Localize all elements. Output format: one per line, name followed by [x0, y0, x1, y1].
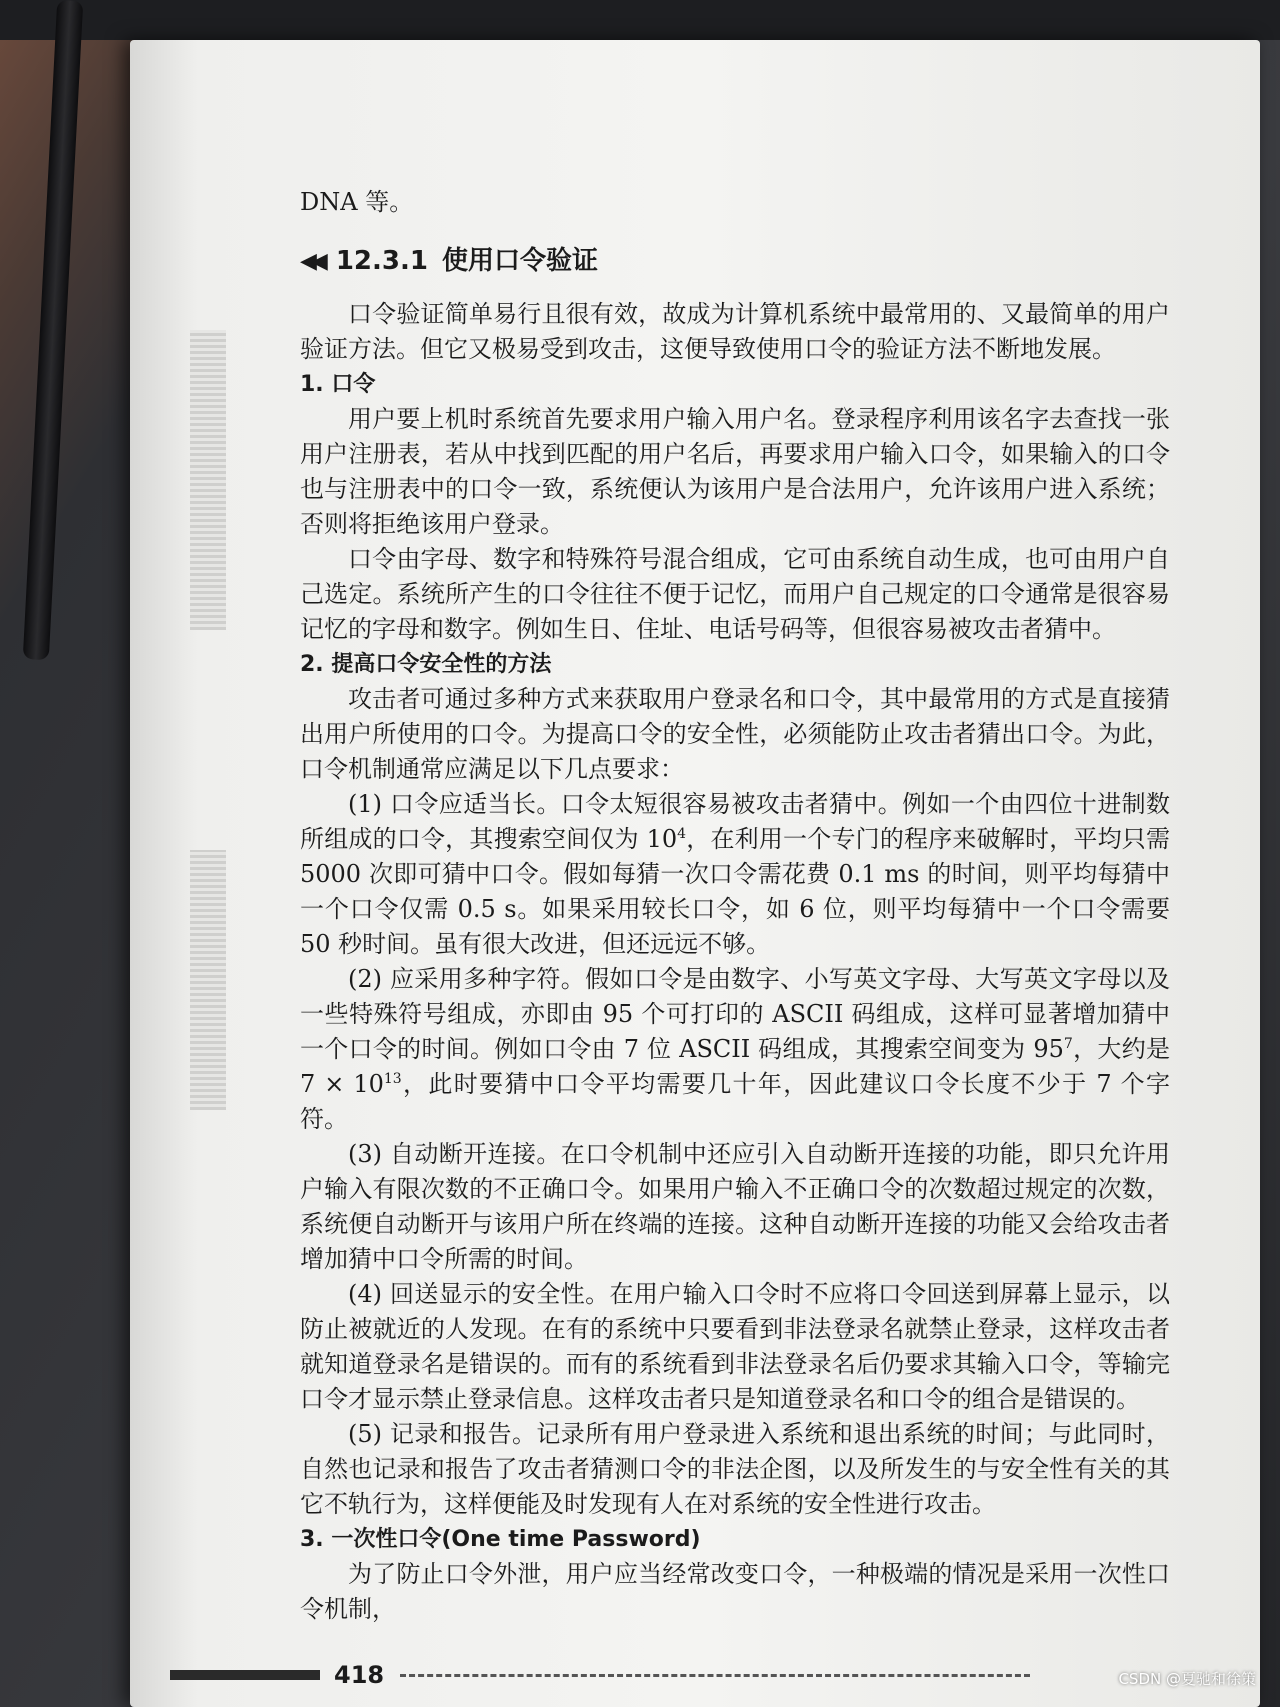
item1-text-b: ，在利用一个专门的程序来破解时，平均只需 5000 次即可猜中口令。假如每猜一次口令需花费 0.1 ms 的时间，则平均每猜中一个口令仅需 0.5 s。如果采用较长口令，如 6 位，则平均每猜中一个口令需要 50 秒时间。虽有很大改进，但还远远不够。	[300, 825, 1171, 958]
item2-text-b: ，大约是 7 × 10	[300, 1035, 1170, 1098]
footer-bar	[170, 1670, 320, 1680]
watermark: CSDN @夏驰和徐策	[1118, 1670, 1256, 1688]
requirement-item-3: (3) 自动断开连接。在口令机制中还应引入自动断开连接的功能，即只允许用户输入有限次数的不正确口令。如果用户输入不正确口令的次数超过规定的次数，系统便自动断开与该用户所在终端的连接。这种自动断开连接的功能又会给攻击者增加猜中口令所需的时间。	[300, 1140, 1170, 1273]
section-title: 使用口令验证	[441, 246, 598, 276]
item2-text-c: ，此时要猜中口令平均需要几十年，因此建议口令长度不少于 7 个字符。	[300, 1070, 1170, 1133]
page-number: 418	[334, 1661, 385, 1689]
requirement-item-5: (5) 记录和报告。记录所有用户登录进入系统和退出系统的时间；与此同时，自然也记录和报告了攻击者猜测口令的非法企图，以及所发生的与安全性有关的其它不轨行为，这样便能及时发现有人在对系统的安全性进行攻击。	[300, 1420, 1170, 1518]
requirement-item-4: (4) 回送显示的安全性。在用户输入口令时不应将口令回送到屏幕上显示，以防止被就近的人发现。在有的系统中只要看到非法登录名就禁止登录，这样攻击者就知道登录名是错误的。而有的系统看到非法登录名后仍要求其输入口令，等输完口令才显示禁止登录信息。这样攻击者只是知道登录名和口令的组合是错误的。	[300, 1280, 1170, 1413]
page-text	[300, 185, 1170, 1627]
item1-superscript: 4	[677, 826, 687, 842]
item2-superscript-1: 7	[1063, 1036, 1073, 1052]
paragraph-4: 为了防止口令外泄，用户应当经常改变口令，一种极端的情况是采用一次性口令机制，	[300, 1560, 1170, 1623]
paragraph-1: 用户要上机时系统首先要求用户输入用户名。登录程序利用该名字去查找一张用户注册表，若从中找到匹配的用户名后，再要求用户输入口令，如果输入的口令也与注册表中的口令一致，系统便认为该用户是合法用户，允许该用户进入系统；否则将拒绝该用户登录。	[300, 405, 1170, 538]
heading-3: 3. 一次性口令(One time Password)	[300, 1527, 701, 1552]
item2-superscript-2: 13	[383, 1071, 402, 1087]
requirement-item-2	[300, 962, 1170, 1137]
footer-divider	[400, 1674, 1030, 1677]
page-footer	[170, 1650, 1230, 1700]
item2-text-a: (2) 应采用多种字符。假如口令是由数字、小写英文字母、大写英文字母以及一些特殊符号组成，亦即由 95 个可打印的 ASCII 码组成，这样可显著增加猜中一个口令的时间。例如口令由 7 位 ASCII 码组成，其搜索空间变为 95	[300, 965, 1170, 1063]
top-line: DNA 等。	[300, 188, 414, 216]
intro-paragraph: 口令验证简单易行且很有效，故成为计算机系统中最常用的、又最简单的用户验证方法。但它又极易受到攻击，这便导致使用口令的验证方法不断地发展。	[300, 300, 1170, 363]
requirement-item-1	[300, 787, 1170, 962]
section-number: 12.3.1	[335, 246, 428, 276]
laptop-edge	[0, 0, 1280, 40]
heading-2: 2. 提高口令安全性的方法	[300, 652, 552, 677]
double-chevron-left-icon: ◀◀	[300, 249, 322, 274]
item1-text-a: (1) 口令应适当长。口令太短很容易被攻击者猜中。例如一个由四位十进制数所组成的口令，其搜索空间仅为 10	[300, 790, 1170, 853]
margin-tab-decoration	[190, 850, 226, 1110]
section-heading	[300, 244, 1170, 279]
paragraph-2: 口令由字母、数字和特殊符号混合组成，它可由系统自动生成，也可由用户自己选定。系统所产生的口令往往不便于记忆，而用户自己规定的口令通常是很容易记忆的字母和数字。例如生日、住址、电话号码等，但很容易被攻击者猜中。	[300, 545, 1170, 643]
heading-1: 1. 口令	[300, 372, 376, 397]
paragraph-3: 攻击者可通过多种方式来获取用户登录名和口令，其中最常用的方式是直接猜出用户所使用的口令。为提高口令的安全性，必须能防止攻击者猜出口令。为此，口令机制通常应满足以下几点要求：	[300, 685, 1170, 783]
margin-tab-decoration	[190, 330, 226, 630]
book-page	[130, 40, 1260, 1707]
